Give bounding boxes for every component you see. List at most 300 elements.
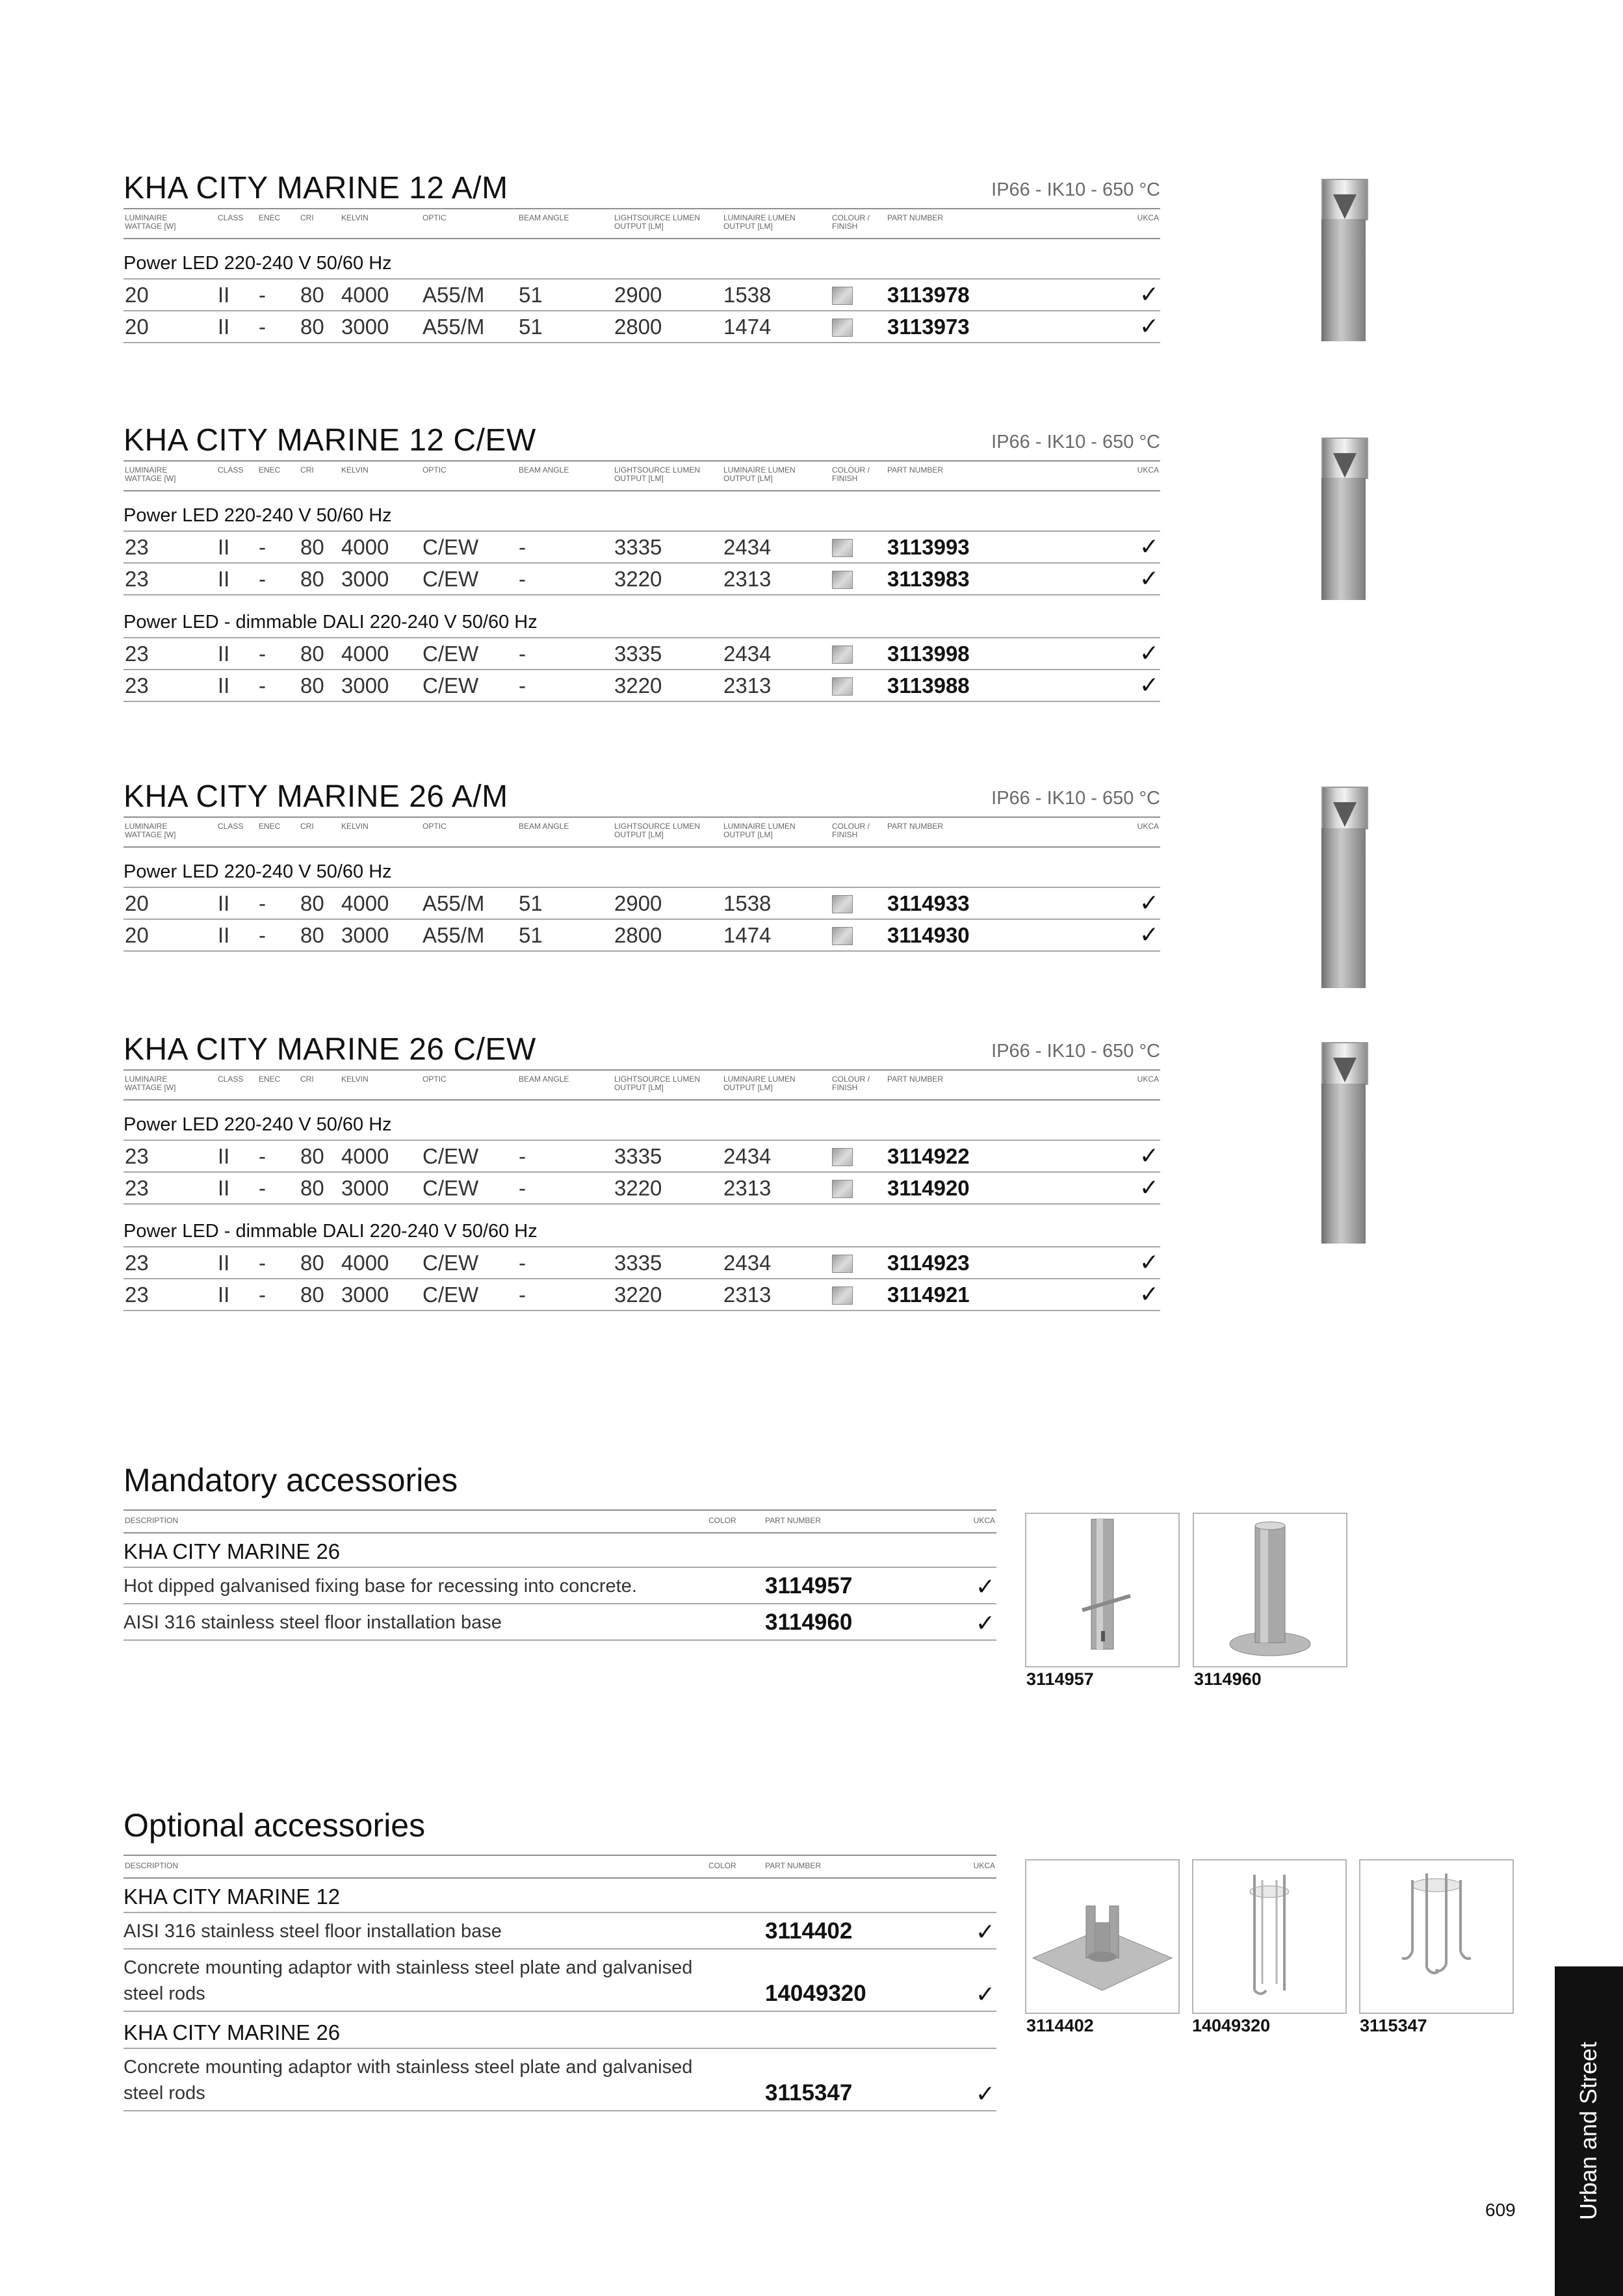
accessory-row bbox=[123, 1603, 996, 1641]
table-row bbox=[123, 1171, 1160, 1205]
cell-wattage: 23 bbox=[125, 1251, 149, 1275]
cell-wattage: 23 bbox=[125, 1144, 149, 1168]
cell-cri: 80 bbox=[300, 567, 324, 591]
ukca-check-icon: ✓ bbox=[1139, 640, 1159, 666]
cell-cri: 80 bbox=[300, 673, 324, 698]
part-number: 3114920 bbox=[887, 1176, 970, 1200]
col-wattage-header: LUMINAIRE WATTAGE [W] bbox=[125, 1075, 176, 1092]
cell-enec: - bbox=[259, 642, 266, 666]
cell-ls_lumen: 3220 bbox=[614, 1176, 662, 1200]
accessory-row bbox=[123, 1912, 996, 1948]
cell-class: II bbox=[218, 283, 230, 307]
cell-beam: - bbox=[519, 567, 526, 591]
cell-ls_lumen: 3335 bbox=[614, 535, 662, 559]
accessory-image-mounting-adaptor-12 bbox=[1192, 1859, 1347, 2014]
cell-lum_lumen: 1474 bbox=[723, 315, 772, 339]
table-row bbox=[123, 310, 1160, 343]
cell-cri: 80 bbox=[300, 1283, 324, 1307]
product-rating: IP66 - IK10 - 650 °C bbox=[991, 432, 1160, 452]
product-table-body bbox=[123, 237, 1160, 343]
cell-enec: - bbox=[259, 535, 266, 559]
product-rating: IP66 - IK10 - 650 °C bbox=[991, 1041, 1160, 1062]
col-optic-header: OPTIC bbox=[422, 1075, 447, 1084]
cell-wattage: 23 bbox=[125, 1176, 149, 1200]
col-lum_lumen-header: LUMINAIRE LUMEN OUTPUT [LM] bbox=[723, 822, 796, 839]
cell-cri: 80 bbox=[300, 535, 324, 559]
col-kelvin-header: KELVIN bbox=[341, 213, 369, 222]
cell-wattage: 23 bbox=[125, 535, 149, 559]
cell-optic: A55/M bbox=[422, 891, 485, 915]
col-ukca-header: UKCA bbox=[1137, 465, 1159, 475]
cell-ls_lumen: 2900 bbox=[614, 283, 662, 307]
colour-swatch-icon bbox=[832, 895, 853, 913]
power-group-heading bbox=[123, 489, 1160, 530]
col-description-header: DESCRIPTION bbox=[125, 1516, 179, 1525]
cell-lum_lumen: 2313 bbox=[723, 673, 772, 698]
cell-beam: - bbox=[519, 1251, 526, 1275]
cell-kelvin: 4000 bbox=[341, 642, 389, 666]
cell-class: II bbox=[218, 673, 230, 698]
col-class-header: CLASS bbox=[218, 1075, 244, 1084]
col-enec-header: ENEC bbox=[259, 822, 281, 831]
accessory-part-number: 3114957 bbox=[765, 1573, 853, 1598]
cell-class: II bbox=[218, 535, 230, 559]
accessories-header-row bbox=[123, 1855, 996, 1879]
cell-beam: - bbox=[519, 535, 526, 559]
power-group-label: Power LED 220-240 V 50/60 Hz bbox=[123, 253, 392, 274]
cell-wattage: 23 bbox=[125, 567, 149, 591]
cell-enec: - bbox=[259, 1144, 266, 1168]
part-number: 3113983 bbox=[887, 567, 970, 591]
ukca-check-icon: ✓ bbox=[1139, 313, 1159, 339]
part-number: 3114922 bbox=[887, 1144, 970, 1168]
table-row bbox=[123, 1278, 1160, 1311]
cell-optic: A55/M bbox=[422, 283, 485, 307]
cell-optic: C/EW bbox=[422, 1176, 479, 1200]
cell-kelvin: 4000 bbox=[341, 535, 389, 559]
cell-kelvin: 3000 bbox=[341, 1176, 389, 1200]
power-group-label: Power LED 220-240 V 50/60 Hz bbox=[123, 1114, 392, 1135]
power-group-label: Power LED - dimmable DALI 220-240 V 50/60 Hz bbox=[123, 612, 538, 633]
product-table-body bbox=[123, 1098, 1160, 1311]
cell-class: II bbox=[218, 1144, 230, 1168]
col-lum_lumen-header: LUMINAIRE LUMEN OUTPUT [LM] bbox=[723, 465, 796, 483]
cell-class: II bbox=[218, 1283, 230, 1307]
accessory-row bbox=[123, 1948, 996, 2012]
col-enec-header: ENEC bbox=[259, 213, 281, 222]
cell-wattage: 23 bbox=[125, 1283, 149, 1307]
table-row bbox=[123, 530, 1160, 562]
ukca-check-icon: ✓ bbox=[975, 1610, 995, 1636]
power-group-heading bbox=[123, 1098, 1160, 1140]
chapter-side-tab bbox=[1555, 1966, 1623, 2296]
cell-wattage: 23 bbox=[125, 642, 149, 666]
product-image-marine-26-am bbox=[1321, 787, 1368, 988]
accessory-description: AISI 316 stainless steel floor installation base bbox=[123, 1921, 502, 1942]
cell-wattage: 20 bbox=[125, 923, 149, 947]
power-group-rows bbox=[123, 1246, 1160, 1311]
cell-wattage: 20 bbox=[125, 283, 149, 307]
cell-beam: 51 bbox=[519, 923, 543, 947]
col-part-number-header: PART NUMBER bbox=[887, 822, 944, 831]
power-group-label: Power LED 220-240 V 50/60 Hz bbox=[123, 505, 392, 526]
cell-optic: C/EW bbox=[422, 1283, 479, 1307]
colour-swatch-icon bbox=[832, 1286, 853, 1305]
product-title: KHA CITY MARINE 12 C/EW bbox=[123, 423, 536, 458]
cell-kelvin: 4000 bbox=[341, 891, 389, 915]
power-group-heading bbox=[123, 1205, 1160, 1246]
col-ls_lumen-header: LIGHTSOURCE LUMEN OUTPUT [LM] bbox=[614, 465, 701, 483]
power-group-label: Power LED 220-240 V 50/60 Hz bbox=[123, 861, 392, 882]
col-cri-header: CRI bbox=[300, 822, 314, 831]
cell-wattage: 20 bbox=[125, 315, 149, 339]
col-part-number-header: PART NUMBER bbox=[765, 1516, 822, 1525]
col-description-header: DESCRIPTION bbox=[125, 1861, 179, 1870]
power-group-rows bbox=[123, 1140, 1160, 1205]
ukca-check-icon: ✓ bbox=[1139, 565, 1159, 592]
accessory-group-heading bbox=[123, 1876, 996, 1912]
cell-enec: - bbox=[259, 673, 266, 698]
cell-beam: 51 bbox=[519, 891, 543, 915]
product-table-body bbox=[123, 845, 1160, 952]
col-color-header: COLOR bbox=[708, 1861, 736, 1870]
accessory-group-heading bbox=[123, 2012, 996, 2048]
col-wattage-header: LUMINAIRE WATTAGE [W] bbox=[125, 465, 176, 483]
col-wattage-header: LUMINAIRE WATTAGE [W] bbox=[125, 213, 176, 231]
cell-beam: - bbox=[519, 642, 526, 666]
accessory-caption: 3115347 bbox=[1360, 2016, 1427, 2035]
cell-ls_lumen: 2800 bbox=[614, 923, 662, 947]
cell-enec: - bbox=[259, 283, 266, 307]
colour-swatch-icon bbox=[832, 1180, 853, 1198]
part-number: 3114930 bbox=[887, 923, 970, 947]
cell-beam: 51 bbox=[519, 315, 543, 339]
col-lum_lumen-header: LUMINAIRE LUMEN OUTPUT [LM] bbox=[723, 213, 796, 231]
table-row bbox=[123, 669, 1160, 702]
cell-enec: - bbox=[259, 315, 266, 339]
cell-kelvin: 4000 bbox=[341, 1144, 389, 1168]
col-ls_lumen-header: LIGHTSOURCE LUMEN OUTPUT [LM] bbox=[614, 1075, 701, 1092]
product-rating: IP66 - IK10 - 650 °C bbox=[991, 788, 1160, 809]
cell-lum_lumen: 2313 bbox=[723, 567, 772, 591]
product-image-marine-12-am bbox=[1321, 179, 1368, 341]
mandatory-accessories-title: Mandatory accessories bbox=[123, 1462, 458, 1498]
power-group-rows bbox=[123, 887, 1160, 952]
power-group-rows bbox=[123, 278, 1160, 343]
colour-swatch-icon bbox=[832, 571, 853, 589]
table-row bbox=[123, 887, 1160, 919]
cell-class: II bbox=[218, 567, 230, 591]
cell-cri: 80 bbox=[300, 283, 324, 307]
ukca-check-icon: ✓ bbox=[1139, 889, 1159, 916]
cell-ls_lumen: 3220 bbox=[614, 673, 662, 698]
cell-kelvin: 3000 bbox=[341, 1283, 389, 1307]
accessory-description: Concrete mounting adaptor with stainless steel plate and galvanised steel rods bbox=[123, 2057, 693, 2104]
col-colour-header: COLOUR / FINISH bbox=[832, 213, 870, 231]
colour-swatch-icon bbox=[832, 1148, 853, 1166]
product-table-body bbox=[123, 489, 1160, 702]
accessory-group-label: KHA CITY MARINE 26 bbox=[123, 1539, 341, 1563]
cell-cri: 80 bbox=[300, 315, 324, 339]
col-optic-header: OPTIC bbox=[422, 822, 447, 831]
part-number: 3113973 bbox=[887, 315, 970, 339]
accessory-group-rows bbox=[123, 2048, 996, 2111]
part-number: 3114921 bbox=[887, 1283, 970, 1307]
col-ukca-header: UKCA bbox=[973, 1516, 995, 1525]
cell-enec: - bbox=[259, 1176, 266, 1200]
cell-cri: 80 bbox=[300, 1176, 324, 1200]
product-image-marine-26-cew bbox=[1321, 1042, 1368, 1244]
ukca-check-icon: ✓ bbox=[975, 1981, 995, 2007]
cell-ls_lumen: 2800 bbox=[614, 315, 662, 339]
product-title: KHA CITY MARINE 26 A/M bbox=[123, 779, 508, 814]
colour-swatch-icon bbox=[832, 539, 853, 557]
page-number: 609 bbox=[1485, 2200, 1516, 2220]
accessory-part-number: 3115347 bbox=[765, 2080, 853, 2106]
col-optic-header: OPTIC bbox=[422, 465, 447, 475]
cell-kelvin: 3000 bbox=[341, 315, 389, 339]
accessory-image-floor-plate bbox=[1025, 1859, 1180, 2014]
cell-class: II bbox=[218, 1251, 230, 1275]
cell-enec: - bbox=[259, 567, 266, 591]
cell-lum_lumen: 2434 bbox=[723, 535, 772, 559]
part-number: 3113988 bbox=[887, 673, 970, 698]
product-image-marine-12-cew bbox=[1321, 437, 1368, 600]
col-beam-header: BEAM ANGLE bbox=[519, 822, 569, 831]
accessory-row bbox=[123, 2048, 996, 2111]
table-row bbox=[123, 919, 1160, 952]
col-cri-header: CRI bbox=[300, 1075, 314, 1084]
accessory-row bbox=[123, 1567, 996, 1603]
accessory-description: Hot dipped galvanised fixing base for recessing into concrete. bbox=[123, 1576, 637, 1597]
cell-optic: A55/M bbox=[422, 315, 485, 339]
cell-kelvin: 3000 bbox=[341, 923, 389, 947]
col-kelvin-header: KELVIN bbox=[341, 465, 369, 475]
col-ls_lumen-header: LIGHTSOURCE LUMEN OUTPUT [LM] bbox=[614, 822, 701, 839]
col-part-number-header: PART NUMBER bbox=[887, 1075, 944, 1084]
power-group-label: Power LED - dimmable DALI 220-240 V 50/60 Hz bbox=[123, 1221, 538, 1242]
cell-enec: - bbox=[259, 1251, 266, 1275]
cell-kelvin: 3000 bbox=[341, 567, 389, 591]
col-ls_lumen-header: LIGHTSOURCE LUMEN OUTPUT [LM] bbox=[614, 213, 701, 231]
col-class-header: CLASS bbox=[218, 213, 244, 222]
col-ukca-header: UKCA bbox=[1137, 822, 1159, 831]
cell-optic: C/EW bbox=[422, 567, 479, 591]
optional-accessories-section bbox=[123, 1807, 996, 2112]
cell-kelvin: 3000 bbox=[341, 673, 389, 698]
col-kelvin-header: KELVIN bbox=[341, 1075, 369, 1084]
power-group-heading bbox=[123, 237, 1160, 278]
part-number: 3114923 bbox=[887, 1251, 970, 1275]
cell-lum_lumen: 2434 bbox=[723, 1251, 772, 1275]
ukca-check-icon: ✓ bbox=[1139, 1249, 1159, 1275]
col-colour-header: COLOUR / FINISH bbox=[832, 822, 870, 839]
accessory-image-floor-base bbox=[1193, 1513, 1347, 1667]
col-ukca-header: UKCA bbox=[1137, 1075, 1159, 1084]
table-row bbox=[123, 562, 1160, 595]
part-number: 3113998 bbox=[887, 642, 970, 666]
ukca-check-icon: ✓ bbox=[1139, 281, 1159, 307]
accessory-description: Concrete mounting adaptor with stainless steel plate and galvanised steel rods bbox=[123, 1957, 693, 2004]
accessory-group-label: KHA CITY MARINE 26 bbox=[123, 2020, 341, 2044]
accessory-group-heading bbox=[123, 1531, 996, 1567]
part-number: 3113978 bbox=[887, 283, 970, 307]
cell-optic: A55/M bbox=[422, 923, 485, 947]
table-header-row bbox=[123, 1069, 1160, 1101]
col-class-header: CLASS bbox=[218, 822, 244, 831]
ukca-check-icon: ✓ bbox=[975, 2080, 995, 2107]
accessory-caption: 3114402 bbox=[1026, 2016, 1094, 2035]
optional-accessories-rows bbox=[123, 1876, 996, 2111]
cell-lum_lumen: 1474 bbox=[723, 923, 772, 947]
cell-wattage: 23 bbox=[125, 673, 149, 698]
cell-enec: - bbox=[259, 1283, 266, 1307]
optional-accessories-title: Optional accessories bbox=[123, 1807, 426, 1844]
cell-cri: 80 bbox=[300, 923, 324, 947]
cell-ls_lumen: 3335 bbox=[614, 1251, 662, 1275]
accessory-image-mounting-adaptor-26 bbox=[1359, 1859, 1514, 2014]
col-cri-header: CRI bbox=[300, 213, 314, 222]
colour-swatch-icon bbox=[832, 646, 853, 664]
ukca-check-icon: ✓ bbox=[975, 1573, 995, 1600]
cell-optic: C/EW bbox=[422, 673, 479, 698]
cell-enec: - bbox=[259, 891, 266, 915]
col-optic-header: OPTIC bbox=[422, 213, 447, 222]
colour-swatch-icon bbox=[832, 1255, 853, 1273]
cell-optic: C/EW bbox=[422, 642, 479, 666]
accessory-group-rows bbox=[123, 1912, 996, 2012]
cell-beam: - bbox=[519, 1176, 526, 1200]
col-enec-header: ENEC bbox=[259, 1075, 281, 1084]
cell-wattage: 20 bbox=[125, 891, 149, 915]
col-class-header: CLASS bbox=[218, 465, 244, 475]
table-header-row bbox=[123, 816, 1160, 848]
cell-lum_lumen: 2434 bbox=[723, 642, 772, 666]
accessory-group-label: KHA CITY MARINE 12 bbox=[123, 1885, 341, 1909]
cell-cri: 80 bbox=[300, 891, 324, 915]
accessories-header-row bbox=[123, 1509, 996, 1533]
cell-beam: 51 bbox=[519, 283, 543, 307]
accessory-caption: 3114960 bbox=[1194, 1669, 1262, 1689]
col-beam-header: BEAM ANGLE bbox=[519, 213, 569, 222]
col-enec-header: ENEC bbox=[259, 465, 281, 475]
cell-lum_lumen: 2434 bbox=[723, 1144, 772, 1168]
col-color-header: COLOR bbox=[708, 1516, 736, 1525]
col-ukca-header: UKCA bbox=[973, 1861, 995, 1870]
accessory-part-number: 3114960 bbox=[765, 1610, 853, 1635]
table-row bbox=[123, 278, 1160, 310]
colour-swatch-icon bbox=[832, 319, 853, 337]
accessory-caption: 14049320 bbox=[1192, 2016, 1271, 2035]
power-group-rows bbox=[123, 637, 1160, 702]
table-header-row bbox=[123, 460, 1160, 491]
ukca-check-icon: ✓ bbox=[975, 1918, 995, 1945]
product-title: KHA CITY MARINE 26 C/EW bbox=[123, 1032, 536, 1067]
cell-class: II bbox=[218, 923, 230, 947]
cell-class: II bbox=[218, 891, 230, 915]
cell-class: II bbox=[218, 1176, 230, 1200]
ukca-check-icon: ✓ bbox=[1139, 1174, 1159, 1201]
col-beam-header: BEAM ANGLE bbox=[519, 1075, 569, 1084]
colour-swatch-icon bbox=[832, 927, 853, 945]
cell-lum_lumen: 1538 bbox=[723, 283, 772, 307]
cell-cri: 80 bbox=[300, 642, 324, 666]
ukca-check-icon: ✓ bbox=[1139, 672, 1159, 698]
cell-optic: C/EW bbox=[422, 1251, 479, 1275]
table-header-row bbox=[123, 208, 1160, 239]
power-group-heading bbox=[123, 845, 1160, 887]
col-lum_lumen-header: LUMINAIRE LUMEN OUTPUT [LM] bbox=[723, 1075, 796, 1092]
col-part-number-header: PART NUMBER bbox=[887, 465, 944, 475]
col-colour-header: COLOUR / FINISH bbox=[832, 465, 870, 483]
cell-ls_lumen: 3335 bbox=[614, 642, 662, 666]
col-kelvin-header: KELVIN bbox=[341, 822, 369, 831]
part-number: 3114933 bbox=[887, 891, 970, 915]
power-group-rows bbox=[123, 530, 1160, 595]
col-part-number-header: PART NUMBER bbox=[765, 1861, 822, 1870]
part-number: 3113993 bbox=[887, 535, 970, 559]
power-group-heading bbox=[123, 595, 1160, 637]
cell-beam: - bbox=[519, 1283, 526, 1307]
cell-lum_lumen: 1538 bbox=[723, 891, 772, 915]
col-cri-header: CRI bbox=[300, 465, 314, 475]
accessory-caption: 3114957 bbox=[1026, 1669, 1094, 1689]
table-row bbox=[123, 1140, 1160, 1171]
cell-class: II bbox=[218, 642, 230, 666]
cell-lum_lumen: 2313 bbox=[723, 1176, 772, 1200]
accessory-part-number: 3114402 bbox=[765, 1918, 853, 1944]
col-beam-header: BEAM ANGLE bbox=[519, 465, 569, 475]
ukca-check-icon: ✓ bbox=[1139, 1281, 1159, 1307]
accessory-group-rows bbox=[123, 1567, 996, 1641]
product-title: KHA CITY MARINE 12 A/M bbox=[123, 171, 508, 205]
col-colour-header: COLOUR / FINISH bbox=[832, 1075, 870, 1092]
cell-cri: 80 bbox=[300, 1251, 324, 1275]
colour-swatch-icon bbox=[832, 287, 853, 305]
accessory-description: AISI 316 stainless steel floor installation base bbox=[123, 1612, 502, 1633]
accessory-image-fixing-base bbox=[1025, 1513, 1180, 1667]
cell-beam: - bbox=[519, 673, 526, 698]
ukca-check-icon: ✓ bbox=[1139, 921, 1159, 948]
cell-cri: 80 bbox=[300, 1144, 324, 1168]
chapter-side-tab-label: Urban and Street bbox=[1575, 2041, 1602, 2221]
colour-swatch-icon bbox=[832, 677, 853, 696]
table-row bbox=[123, 1246, 1160, 1278]
col-wattage-header: LUMINAIRE WATTAGE [W] bbox=[125, 822, 176, 839]
cell-kelvin: 4000 bbox=[341, 283, 389, 307]
cell-ls_lumen: 3335 bbox=[614, 1144, 662, 1168]
cell-class: II bbox=[218, 315, 230, 339]
cell-ls_lumen: 2900 bbox=[614, 891, 662, 915]
product-rating: IP66 - IK10 - 650 °C bbox=[991, 179, 1160, 200]
col-ukca-header: UKCA bbox=[1137, 213, 1159, 222]
mandatory-accessories-section bbox=[123, 1461, 996, 1650]
ukca-check-icon: ✓ bbox=[1139, 1142, 1159, 1169]
col-part-number-header: PART NUMBER bbox=[887, 213, 944, 222]
mandatory-accessories-rows bbox=[123, 1531, 996, 1641]
cell-ls_lumen: 3220 bbox=[614, 1283, 662, 1307]
accessory-part-number: 14049320 bbox=[765, 1981, 866, 2006]
cell-optic: C/EW bbox=[422, 1144, 479, 1168]
cell-lum_lumen: 2313 bbox=[723, 1283, 772, 1307]
ukca-check-icon: ✓ bbox=[1139, 533, 1159, 560]
cell-enec: - bbox=[259, 923, 266, 947]
table-row bbox=[123, 637, 1160, 669]
cell-kelvin: 4000 bbox=[341, 1251, 389, 1275]
cell-ls_lumen: 3220 bbox=[614, 567, 662, 591]
cell-optic: C/EW bbox=[422, 535, 479, 559]
cell-beam: - bbox=[519, 1144, 526, 1168]
